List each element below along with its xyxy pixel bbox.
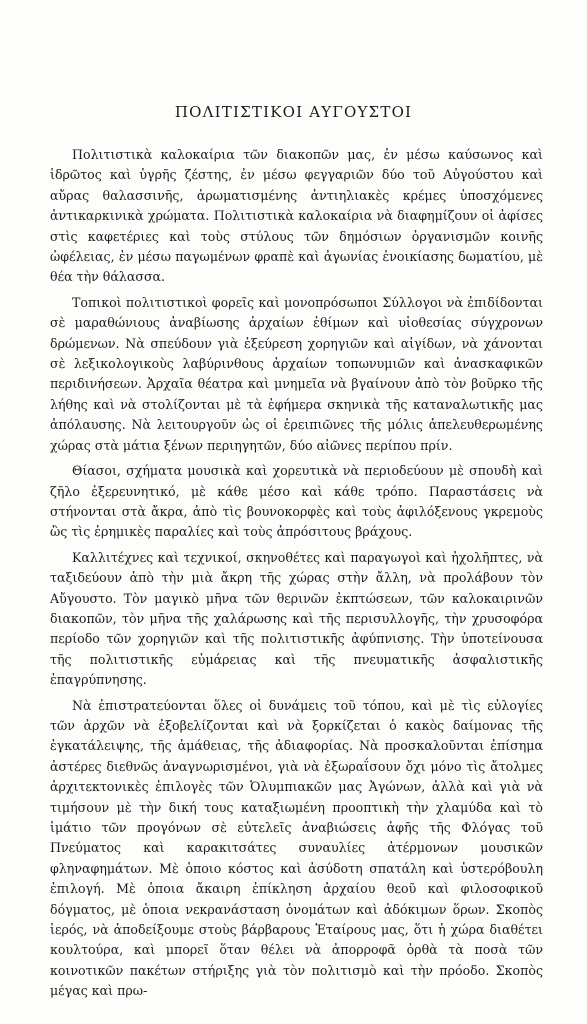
paragraph-3: Θίασοι, σχήματα μουσικὰ καὶ χορευτικὰ νὰ περιοδεύουν μὲ σπουδὴ καὶ ζῆλο ἐξερευνητικό, μὲ κάθε μέσο καὶ κάθε τρόπο. Παραστάσεις νὰ στήνονται στὰ ἄκρα, ἀπὸ τὶς βουνοκορφὲς καὶ τοὺς ἀφιλόξενους γκρεμοὺς ὣς τὶς ἐρημικὲς παραλίες καὶ τοὺς ἀπρόσιτους βράχους. [50,463,543,540]
article-body [50,145,543,1007]
paragraph-1: Πολιτιστικὰ καλοκαίρια τῶν διακοπῶν μας, ἐν μέσω καύσωνος καὶ ἱδρῶτος καὶ ὑγρῆς ζέστης, ἐν μέσω φεγγαριῶν δύο τοῦ Αὐγούστου καὶ αὔρας θαλασσινῆς, ἀρωματισμένης ἀντιηλιακὲς κρέμες ὑποσχόμενες ἀντικαρκινικὰ χρώματα. Πολιτιστικὰ καλοκαίρια νὰ διαφημίζουν οἱ ἀφίσες στὶς καφετέριες καὶ τοὺς στύλους τῶν δημόσιων ὀργανισμῶν κοινῆς ὠφέλειας, ἐν μέσω παγωμένων φραπὲ καὶ ἀγωνίας ἐνοικίασης δωματίου, μὲ θέα τὴν θάλασσα. [50,147,543,285]
paragraph-2: Τοπικοὶ πολιτιστικοὶ φορεῖς καὶ μονοπρόσωποι Σύλλογοι νὰ ἐπιδίδονται σὲ μαραθώνιους ἀναβίωσης ἀρχαίων ἐθίμων καὶ υἱοθεσίας σύγχρονων δρώμενων. Νὰ σπεύδουν γιὰ ἐξεύρεση χορηγιῶν καὶ αἰγίδων, νὰ χάνονται σὲ λεξικολογικοὺς λαβύρινθους ἀρχαίων τοπωνυμιῶν καὶ ἀνασκαφικῶν περιδινήσεων. Ἀρχαῖα θέατρα καὶ μνημεῖα νὰ βγαίνουν ἀπὸ τὸν βοῦρκο τῆς λήθης καὶ νὰ στολίζονται μὲ τὰ ἐφήμερα σκηνικὰ τῆς καταναλωτικῆς μας ἀπόλαυσης. Νὰ λειτουργοῦν ὡς οἱ ἐρειπιῶνες τῆς μόλις ἀπελευθερωμένης χώρας στὰ μάτια ξένων περιηγητῶν, δύο αἰῶνες περίπου πρίν. [50,294,543,453]
page-title: ΠΟΛΙΤΙΣΤΙΚΟΙ ΑΥΓΟΥΣΤΟΙ [174,103,413,121]
paragraph-4: Καλλιτέχνες καὶ τεχνικοί, σκηνοθέτες καὶ παραγωγοὶ καὶ ἠχολῆπτες, νὰ ταξιδεύουν ἀπὸ τὴν μιὰ ἄκρη τῆς χώρας στὴν ἄλλη, νὰ προλάβουν τὸν Αὔγουστο. Τὸν μαγικὸ μῆνα τῶν θερινῶν ἐκπτώσεων, τῶν καλοκαιρινῶν διακοπῶν, τὸν μῆνα τῆς χαλάρωσης καὶ τῆς περισυλλογῆς, τὴν χρυσοφόρα περίοδο τῶν χορηγιῶν καὶ τῆς πολιτιστικῆς ἀφύπνισης. Τὴν ὑποτείνουσα τῆς πολιτιστικῆς εὐμάρειας καὶ τῆς πνευματικῆς ἀσφαλιστικῆς ἐπαγρύπνησης. [50,549,543,688]
paragraph-5: Νὰ ἐπιστρατεύονται ὅλες οἱ δυνάμεις τοῦ τόπου, καὶ μὲ τὶς εὐλογίες τῶν ἀρχῶν νὰ ἐξοβελίζονται καὶ νὰ ξορκίζεται ὁ κακὸς δαίμονας τῆς ἐγκατάλειψης, τῆς ἀμάθειας, τῆς ἀδιαφορίας. Νὰ προσκαλοῦνται ἐπίσημα ἀστέρες διεθνῶς ἀναγνωρισμένοι, γιὰ νὰ ἐξωραΐσουν ὄχι μόνο τὶς ἄτολμες ἀρχιτεκτονικὲς ἐπιλογὲς τῶν Ὀλυμπιακῶν μας Ἀγώνων, ἀλλὰ καὶ γιὰ νὰ τιμήσουν μὲ τὴν δική τους καταξιωμένη προοπτικὴ τὴν χλαμύδα καὶ τὸ ἱμάτιο τῶν προγόνων σὲ εὐτελεῖς ἀναβιώσεις ἀφῆς τῆς Φλόγας τοῦ Πνεύματος καὶ καρακιτσάτες συναυλίες ἀτέρμονων μουσικῶν φληναφημάτων. Μὲ ὁποιο κόστος καὶ ἀσύδοτη σπατάλη καὶ ὑστερόβουλη ἐπιλογή. Μὲ ὁποια ἄκαιρη ἐπίκληση ἀρχαίου θεοῦ καὶ φιλοσοφικοῦ δόγματος, μὲ ὁποια νεκρανάσταση ὀνομάτων καὶ ἀδόκιμων ὅρων. Σκοπὸς ἱερός, νὰ ἀποδείξουμε στοὺς βάρβαρους Ἑταίρους μας, ὅτι ἡ χώρα διαθέτει κουλτούρα, καὶ μπορεῖ ὅταν θέλει νὰ ἀπορροφᾶ ὀρθὰ τὰ ποσὰ τῶν κοινοτικῶν πακέτων στήριξης γιὰ τὸν πολιτισμὸ καὶ τὴν πρόοδο. Σκοπὸς μέγας καὶ πρω- [50,697,543,999]
